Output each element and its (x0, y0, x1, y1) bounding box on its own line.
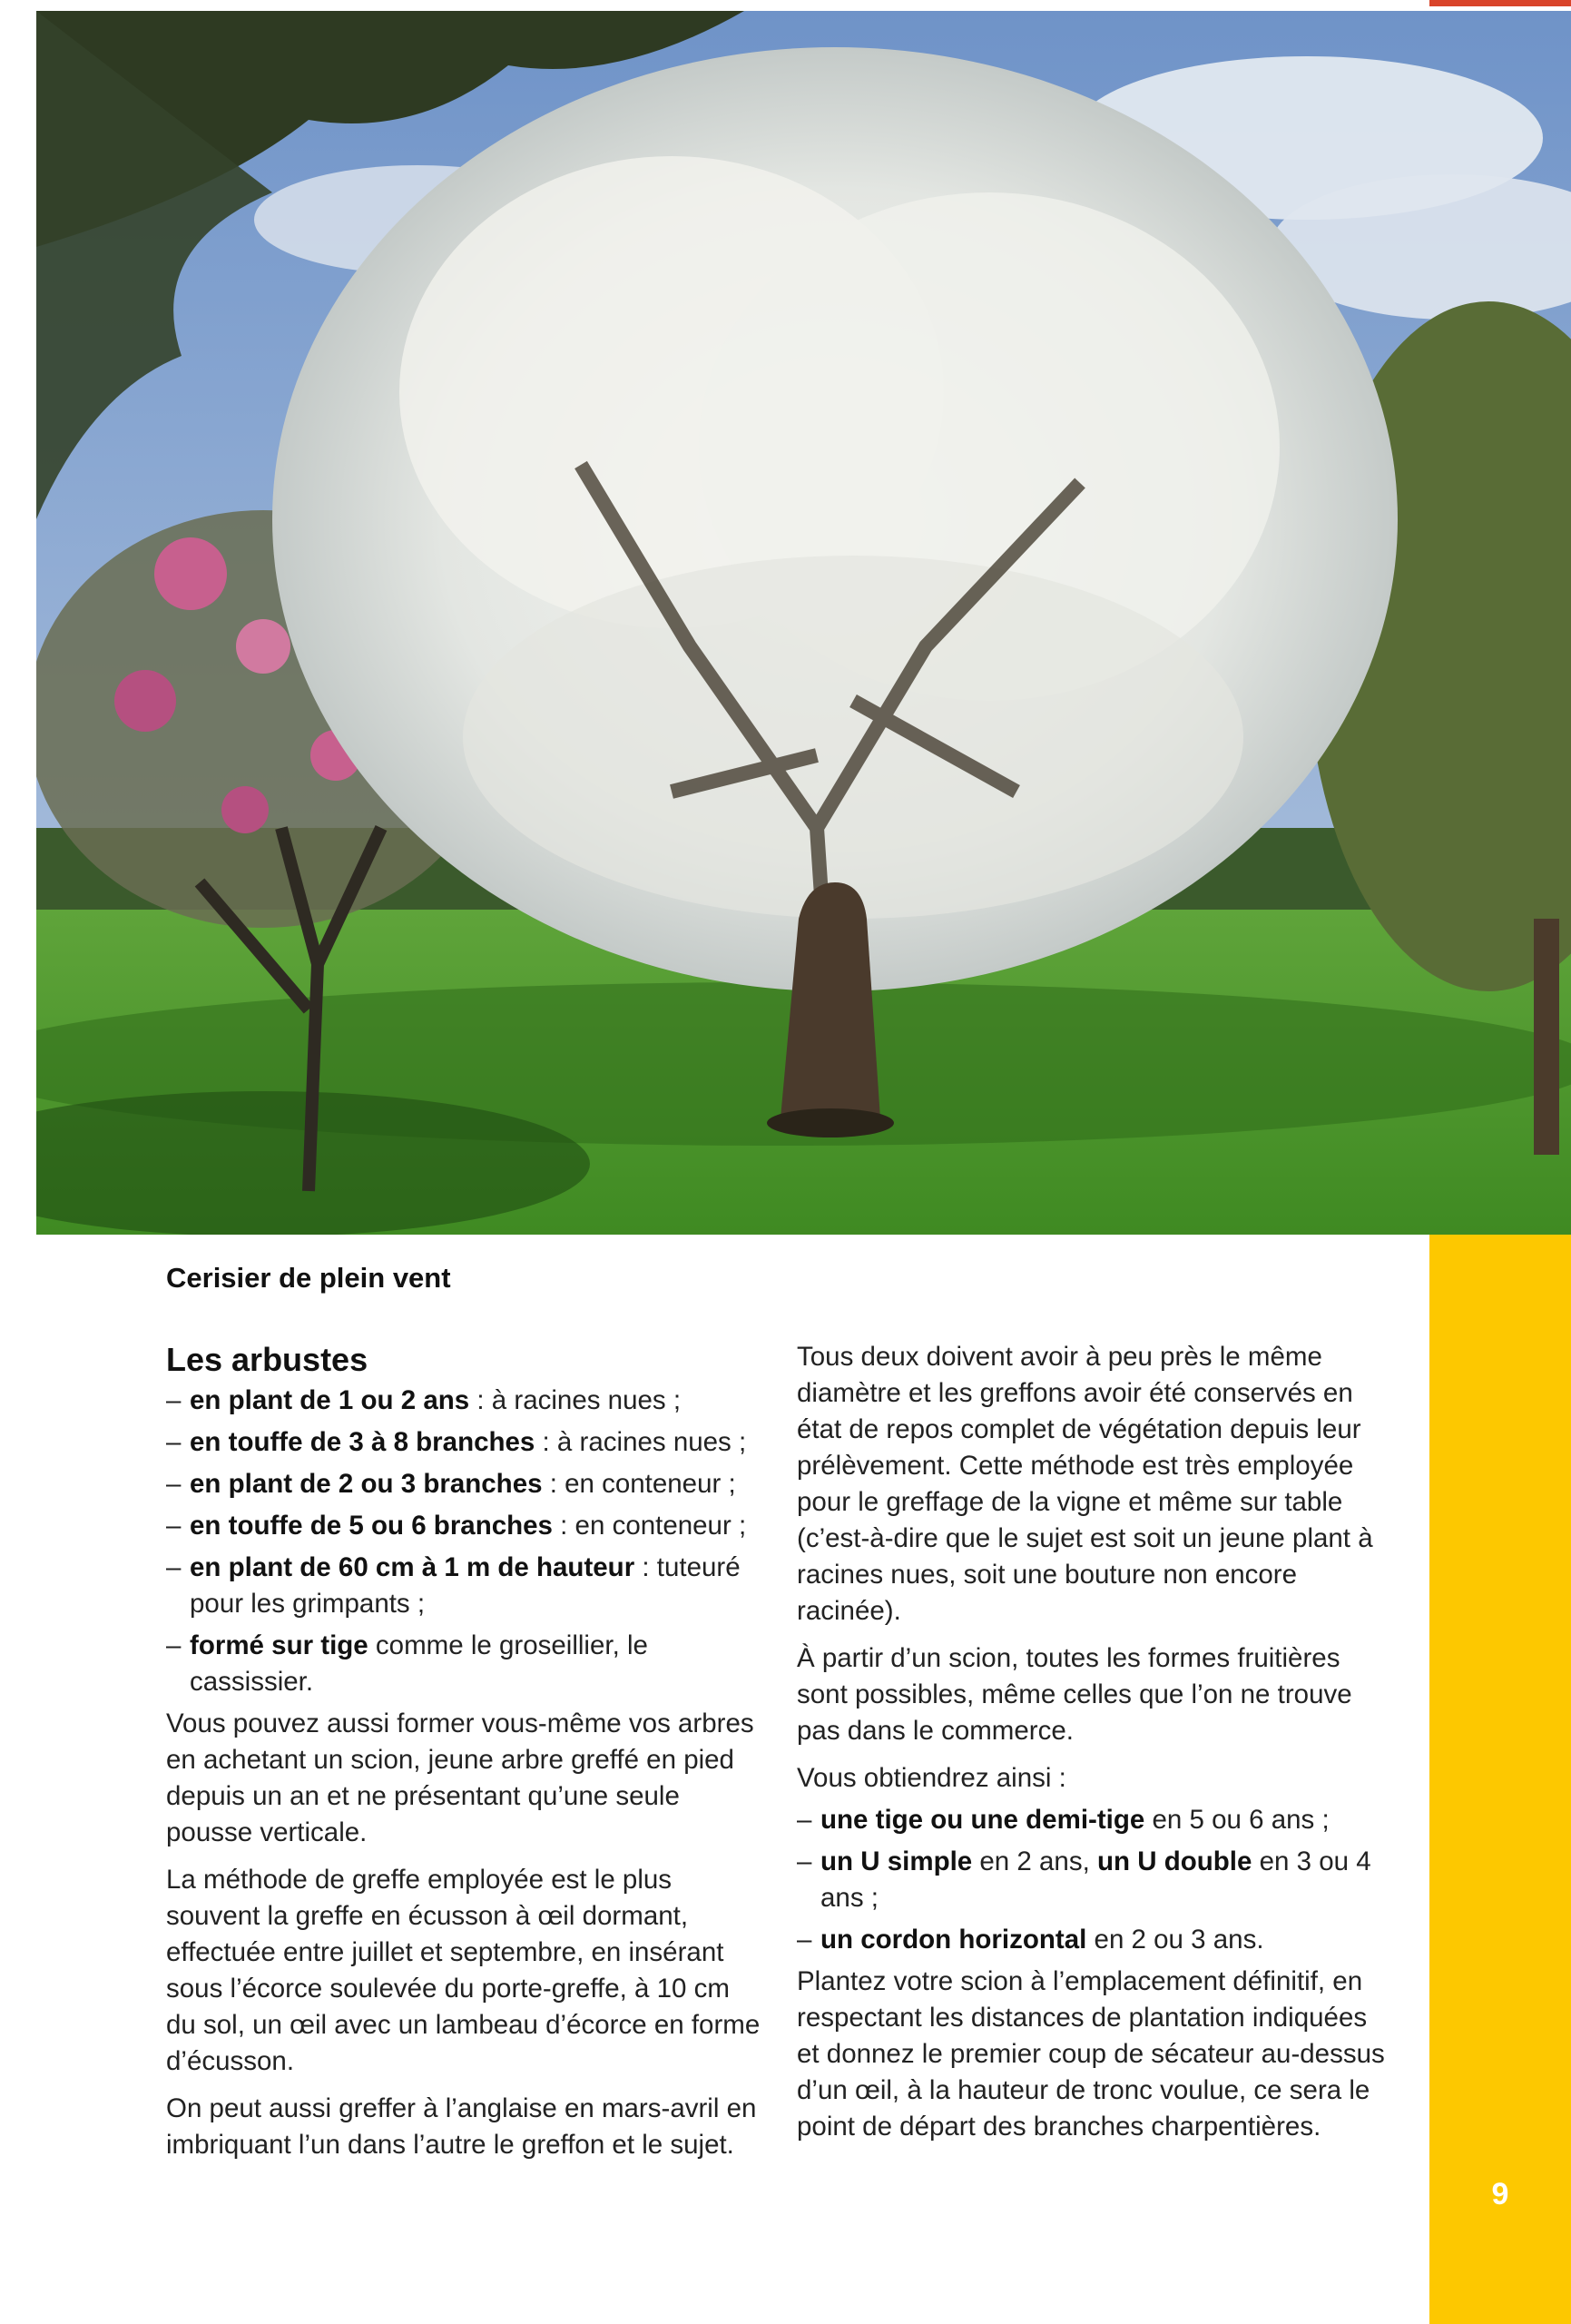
cherry-tree-photo (36, 11, 1571, 1235)
list-item-text: : tuteuré pour les grimpants ; (190, 1552, 741, 1619)
top-accent-line (1429, 0, 1571, 6)
photo-caption: Cerisier de plein vent (166, 1262, 451, 1294)
paragraph: La méthode de greffe employée est le plus souvent la greffe en écusson à œil dormant, effectuée entre juillet et septembre, en insérant sous l’écorce soulevée du porte-greffe, à 10 cm du sol, un œil avec un lambeau d’écorce en forme d’écusson. (166, 1865, 761, 2076)
list-item (166, 1466, 765, 1502)
paragraph: Plantez votre scion à l’emplacement définitif, en respectant les distances de plantation indiquées et donnez le premier coup de sécateur au-dessus d’un œil, à la hauteur de tronc voulue, ce sera le point de départ des branches charpentières. (797, 1966, 1385, 2142)
list-item-bold: en touffe de 3 à 8 branches (190, 1427, 535, 1457)
paragraph: Vous pouvez aussi former vous-même vos arbres en achetant un scion, jeune arbre greffé en pied depuis un an et ne présentant qu’une seule pousse verticale. (166, 1709, 754, 1847)
list-item-text: en 2 ans, (972, 1846, 1097, 1876)
list-item-bold: en plant de 2 ou 3 branches (190, 1469, 543, 1499)
paragraph: Vous obtiendrez ainsi : (797, 1763, 1066, 1793)
list-item-text: en 2 ou 3 ans. (1086, 1925, 1264, 1955)
list-item-bold: une tige ou une demi-tige (820, 1805, 1145, 1835)
list-item-bold: un cordon horizontal (820, 1925, 1087, 1955)
list-item-text: : en conteneur ; (552, 1511, 747, 1541)
shrub-list (166, 1383, 765, 1700)
right-column (797, 1339, 1391, 2156)
list-item (797, 1844, 1391, 1916)
list-item (797, 1802, 1391, 1838)
list-item-text: comme le groseillier, le cassissier. (190, 1630, 648, 1697)
list-item-text: : à racines nues ; (469, 1385, 682, 1415)
list-item-bold: formé sur tige (190, 1630, 368, 1660)
paragraph: À partir d’un scion, toutes les formes fruitières sont possibles, même celles que l’on ne trouve pas dans le commerce. (797, 1643, 1352, 1746)
left-column (166, 1339, 765, 2174)
list-item-text: en 5 ou 6 ans ; (1144, 1805, 1330, 1835)
list-item-text: : en conteneur ; (542, 1469, 736, 1499)
list-item-bold: en plant de 60 cm à 1 m de hauteur (190, 1552, 635, 1582)
list-item-bold: en plant de 1 ou 2 ans (190, 1385, 470, 1415)
list-item-bold: en touffe de 5 ou 6 branches (190, 1511, 553, 1541)
cherry-tree-illustration (36, 11, 1571, 1235)
list-item-text: en 3 ou 4 ans ; (820, 1846, 1371, 1913)
page-number: 9 (1491, 2177, 1509, 2211)
list-item-text: : à racines nues ; (535, 1427, 747, 1457)
list-item (166, 1550, 765, 1622)
section-heading: Les arbustes (166, 1341, 368, 1378)
paragraph: Tous deux doivent avoir à peu près le même diamètre et les greffons avoir été conservés en état de repos complet de végétation depuis leur prélèvement. Cette méthode est très employée pour le greffage de la vigne et même sur table (c’est-à-dire que le sujet est soit un jeune plant à racines nues, soit une bouture non encore racinée). (797, 1342, 1373, 1626)
yellow-sidebar (1429, 1235, 1571, 2324)
list-item-bold: un U simple (820, 1846, 973, 1876)
paragraph: On peut aussi greffer à l’anglaise en mars-avril en imbriquant l’un dans l’autre le greffon et le sujet. (166, 2093, 757, 2160)
list-item-bold: un U double (1096, 1846, 1252, 1876)
list-item (166, 1628, 765, 1700)
list-item (166, 1424, 765, 1461)
list-item (166, 1383, 765, 1419)
forms-list (797, 1802, 1391, 1958)
list-item (166, 1508, 765, 1544)
list-item (797, 1922, 1391, 1958)
